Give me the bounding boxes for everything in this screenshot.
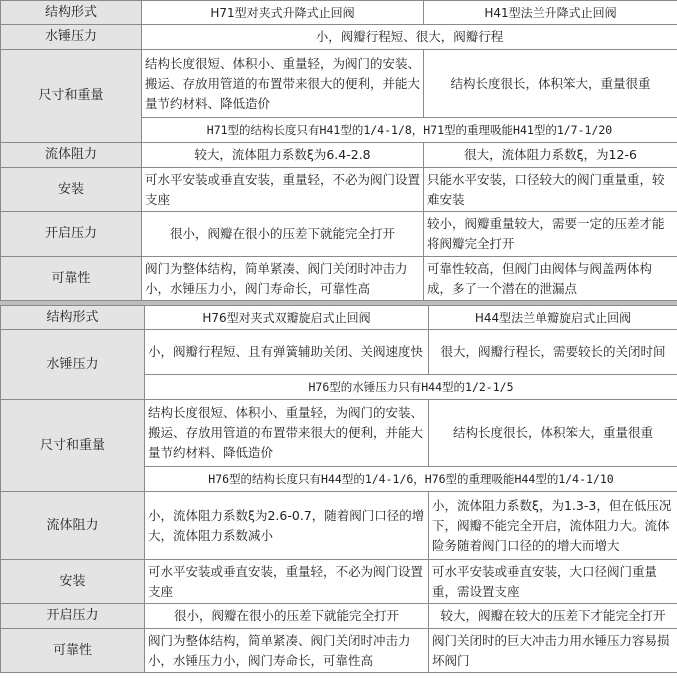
table-note: H76型的结构长度只有H44型的1/4-1/6，H76型的重理吸能H44型的1/4-1/10 [145,467,677,492]
table-cell: 很大，阀瓣行程长，需要较长的关闭时间 [429,330,677,375]
table-note: H71型的结构长度只有H41型的1/4-1/8，H71型的重理吸能H41型的1/7-1/20 [142,118,677,143]
row-label: 尺寸和重量 [1,50,142,143]
table-cell: 可水平安装或垂直安装，重量轻，不必为阀门设置支座 [142,168,424,212]
column-header-h76: H76型对夹式双瓣旋启式止回阀 [145,306,429,330]
table-row [1,330,677,375]
row-label: 结构形式 [1,1,142,25]
table-cell: 较大，流体阻力系数ξ为6.4-2.8 [142,143,424,168]
table-cell: 结构长度很短、体积小、重量轻，为阀门的安装、搬运、存放用管道的布置带来很大的便利，并能大量节约材料、降低造价 [145,400,429,467]
valve-comparison-table-h76-h44 [0,305,677,673]
table-cell: 只能水平安装，口径较大的阀门重量重，较难安装 [424,168,677,212]
table-row [1,560,677,604]
table-cell: 阀门关闭时的巨大冲击力用水锤压力容易损坏阀门 [429,629,677,673]
row-label: 可靠性 [1,257,142,301]
table-cell: 可水平安装或垂直安装，重量轻，不必为阀门设置支座 [145,560,429,604]
table-row [1,257,677,301]
table-cell: 较小，阀瓣重量较大，需要一定的压差才能将阀瓣完全打开 [424,212,677,257]
table-cell: 可靠性较高，但阀门由阀体与阀盖两体构成，多了一个潜在的泄漏点 [424,257,677,301]
row-label: 可靠性 [1,629,145,673]
row-label: 流体阻力 [1,143,142,168]
valve-comparison-table-h71-h41 [0,0,677,301]
table-row [1,25,677,50]
table-row [1,212,677,257]
row-label: 安装 [1,560,145,604]
row-label: 水锤压力 [1,330,145,400]
table-cell: 小，阀瓣行程短、且有弹簧辅助关闭、关阀速度快 [145,330,429,375]
table-row [1,400,677,467]
table-cell: 结构长度很短、体积小、重量轻，为阀门的安装、搬运、存放用管道的布置带来很大的便利，并能大量节约材料、降低造价 [142,50,424,118]
table-cell: 阀门为整体结构，简单紧凑、阀门关闭时冲击力小，水锤压力小，阀门寿命长，可靠性高 [145,629,429,673]
table-row [1,492,677,560]
table-note: H76型的水锤压力只有H44型的1/2-1/5 [145,375,677,400]
row-label: 开启压力 [1,212,142,257]
table-cell: 小，阀瓣行程短、很大，阀瓣行程 [142,25,677,50]
table-cell: 很小，阀瓣在很小的压差下就能完全打开 [142,212,424,257]
column-header-h41: H41型法兰升降式止回阀 [424,1,677,25]
row-label: 水锤压力 [1,25,142,50]
table-cell: 结构长度很长，体积笨大，重量很重 [424,50,677,118]
table-row [1,143,677,168]
table-row [1,50,677,118]
column-header-h44: H44型法兰单瓣旋启式止回阀 [429,306,677,330]
row-label: 尺寸和重量 [1,400,145,492]
row-label: 流体阻力 [1,492,145,560]
column-header-h71: H71型对夹式升降式止回阀 [142,1,424,25]
table-row [1,629,677,673]
table-row [1,168,677,212]
row-label: 安装 [1,168,142,212]
row-label: 结构形式 [1,306,145,330]
table-row [1,604,677,629]
table-cell: 阀门为整体结构，简单紧凑、阀门关闭时冲击力小，水锤压力小，阀门寿命长，可靠性高 [142,257,424,301]
table-row [1,306,677,330]
table-cell: 较大，阀瓣在较大的压差下才能完全打开 [429,604,677,629]
table-cell: 很大，流体阻力系数ξ，为12-6 [424,143,677,168]
table-cell: 小，流体阻力系数ξ，为1.3-3，但在低压况下，阀瓣不能完全开启，流体阻力大。流体险务随着阀门口径的的增大而增大 [429,492,677,560]
table-cell: 小，流体阻力系数ξ为2.6-0.7，随着阀门口径的增大，流体阻力系数减小 [145,492,429,560]
table-row [1,1,677,25]
row-label: 开启压力 [1,604,145,629]
table-cell: 可水平安装或垂直安装，大口径阀门重量重，需设置支座 [429,560,677,604]
table-cell: 结构长度很长，体积笨大，重量很重 [429,400,677,467]
table-cell: 很小，阀瓣在很小的压差下就能完全打开 [145,604,429,629]
